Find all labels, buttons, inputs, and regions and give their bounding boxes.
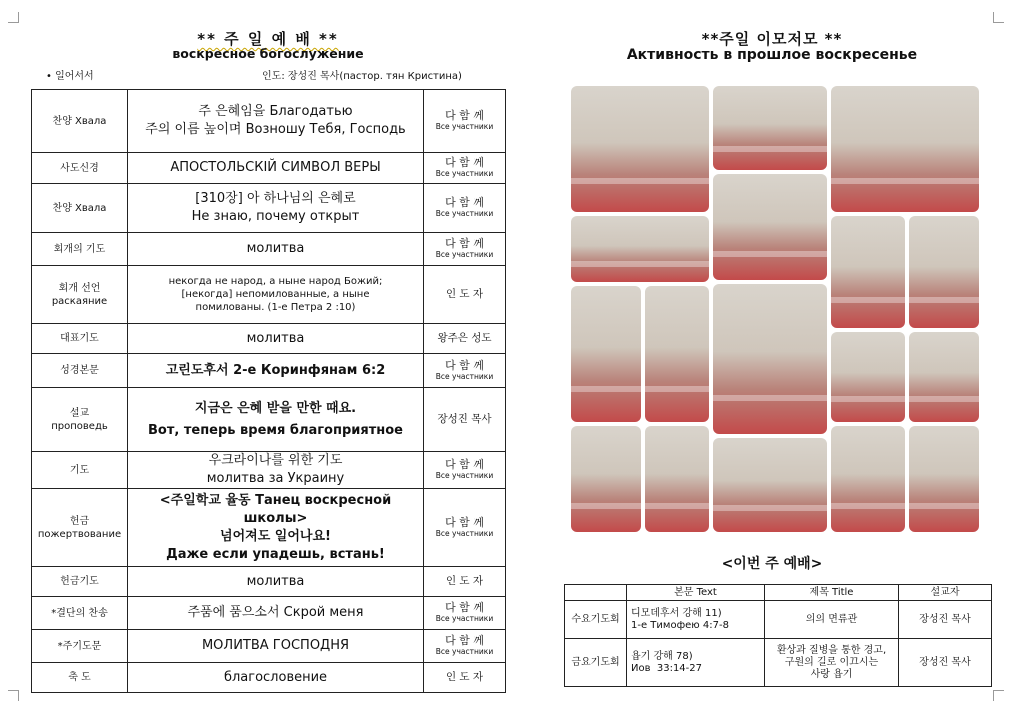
item-content-cell (128, 630, 424, 663)
photo (713, 284, 827, 434)
sermon-title: 의의 면류관 (765, 601, 899, 639)
table-row (32, 354, 506, 388)
participant-name: 인 도 자 (445, 671, 484, 683)
photo (831, 86, 979, 212)
item-content-line: Даже если упадешь, встань! (166, 546, 385, 562)
item-label-ru: раскаяние (51, 295, 108, 307)
participants-cell (424, 452, 506, 489)
scripture-ko: 디모데후서 강해 11) (631, 607, 722, 619)
item-content-line: [310장] 아 하나님의 은혜로 (195, 191, 356, 206)
item-label-cell (32, 630, 128, 663)
item-content-line: 지금은 은혜 받을 만한 때요. (194, 400, 357, 416)
participants-ko: 다 함 께 (445, 634, 484, 647)
table-row (32, 630, 506, 663)
item-label-ko: 헌금기도 (60, 576, 99, 587)
item-label-ko: 찬양 Хвала (52, 202, 107, 214)
item-content-line: помилованы. (1-е Петра 2 :10) (195, 302, 356, 313)
table-row (32, 597, 506, 630)
item-content-line: АПОСТОЛЬСКІЙ СИМВОЛ ВЕРЫ (170, 160, 381, 175)
photo (645, 426, 709, 532)
item-label-ko: 설교 (69, 407, 90, 419)
item-label-ko: 사도신경 (60, 162, 99, 174)
activity-title: **주일 이모저모 ** (701, 30, 843, 48)
item-content-cell (128, 354, 424, 388)
participants-cell (424, 354, 506, 388)
participant-name: 인 도 자 (445, 288, 484, 300)
item-label-ru: пожертвование (37, 528, 122, 540)
item-label-cell (32, 324, 128, 354)
participants-ru: Все участники (435, 528, 494, 538)
header-cell: 제목 Title (765, 585, 899, 601)
item-content-cell (128, 233, 424, 266)
participants-ko: 다 함 께 (445, 358, 484, 372)
table-row (32, 452, 506, 489)
item-content-cell (128, 324, 424, 354)
photo (571, 426, 641, 532)
item-content-cell (128, 597, 424, 630)
activity-subtitle: Активность в прошлое воскресенье (626, 47, 918, 63)
item-label-ko: 성경본문 (60, 365, 99, 376)
header-cell (565, 585, 627, 601)
photo (713, 86, 827, 170)
item-content-line: Вот, теперь время благоприятное (148, 422, 403, 438)
leader-line: 인도: 장성진 목사(пастор. тян Кристина) (262, 71, 462, 82)
item-label-cell (32, 153, 128, 184)
participants-ru: Все участники (435, 169, 494, 178)
scripture-ru: 1-е Тимофею 4:7-8 (631, 619, 729, 631)
item-label-ko: 대표기도 (60, 333, 99, 344)
item-label-cell (32, 663, 128, 693)
photo (713, 174, 827, 280)
table-row (565, 601, 992, 639)
this-week-table (564, 584, 992, 687)
item-content-line: 주 은혜임을 Благодатью (198, 104, 353, 119)
participants-cell (424, 489, 506, 567)
item-label-ko: 찬양 Хвала (52, 115, 107, 127)
item-content-cell (128, 184, 424, 233)
item-label-cell (32, 597, 128, 630)
preacher: 장성진 목사 (899, 601, 992, 639)
item-content-line: <주일학교 율동 Танец воскресной школы> (159, 492, 392, 526)
crop-mark-top-left (8, 12, 19, 23)
item-label-ru: проповедь (51, 420, 108, 432)
participants-ko: 다 함 께 (445, 109, 484, 122)
participants-cell (424, 630, 506, 663)
photo (831, 426, 905, 532)
table-row (32, 388, 506, 452)
scripture-cell (627, 639, 765, 687)
item-content-cell (128, 452, 424, 489)
header-cell: 설교자 (899, 585, 992, 601)
table-row (32, 489, 506, 567)
service-title: ** 주 일 예 배 ** (197, 30, 339, 48)
item-content-cell (128, 663, 424, 693)
stand-instruction: • 일어서서 (46, 71, 94, 82)
participants-cell (424, 567, 506, 597)
crop-mark-bottom-right (993, 690, 1004, 701)
item-content-line: молитва (246, 241, 305, 256)
photo (571, 86, 709, 212)
participant-name: 왕주은 성도 (437, 332, 492, 344)
service-name: 수요기도회 (565, 601, 627, 639)
photo (909, 216, 979, 328)
order-of-worship-table (31, 89, 506, 693)
header-cell: 본문 Text (627, 585, 765, 601)
item-content-line: 고린도후서 2-е Коринфянам 6:2 (165, 362, 386, 378)
participants-cell (424, 663, 506, 693)
item-content-line: 주의 이름 높이며 Возношу Тебя, Господь (145, 122, 406, 137)
item-content-cell (128, 388, 424, 452)
photo (831, 332, 905, 422)
participants-ru: Все участники (435, 209, 494, 218)
item-label-ko: 회개의 기도 (53, 243, 106, 255)
participants-ru: Все участники (435, 614, 494, 623)
item-label-cell (32, 184, 128, 233)
item-label-cell (32, 567, 128, 597)
item-label-cell (32, 388, 128, 452)
service-subtitle: воскресное богослужение (172, 46, 364, 61)
table-row (32, 233, 506, 266)
item-label-ko: 축 도 (68, 672, 91, 683)
item-label-ko: *결단의 찬송 (51, 607, 108, 619)
table-header-row (565, 585, 992, 601)
item-label-cell (32, 489, 128, 567)
item-label-ko: 회개 선언 (58, 282, 101, 294)
item-content-cell (128, 489, 424, 567)
participants-ko: 다 함 께 (445, 196, 484, 209)
participants-ru: Все участники (435, 250, 494, 259)
photo (909, 332, 979, 422)
item-content-line: МОЛИТВА ГОСПОДНЯ (201, 638, 350, 653)
table-row (32, 266, 506, 324)
participants-ko: 다 함 께 (445, 458, 484, 471)
participant-name: 인 도 자 (445, 575, 484, 587)
scripture-ru: Иов 33:14-27 (631, 662, 703, 674)
participants-cell (424, 90, 506, 153)
participant-name: 장성진 목사 (437, 413, 492, 425)
photo (571, 216, 709, 282)
table-row (32, 153, 506, 184)
participants-cell (424, 266, 506, 324)
item-label-ko: 헌금 (69, 515, 90, 527)
table-row (32, 567, 506, 597)
table-row (32, 663, 506, 693)
item-content-line: 주품에 품으소서 Скрой меня (187, 605, 364, 620)
item-label-cell (32, 452, 128, 489)
participants-ru: Все участники (435, 647, 494, 656)
sermon-title: 환상과 질병을 통한 경고, 구원의 길로 이끄시는 사랑 욥기 (765, 639, 899, 687)
participants-ru: Все участники (435, 471, 494, 480)
item-content-cell (128, 90, 424, 153)
item-content-line: 넘어져도 일어나요! (220, 528, 331, 544)
participants-ko: 다 함 께 (445, 156, 484, 169)
photo (909, 426, 979, 532)
photo (713, 438, 827, 532)
table-row (565, 639, 992, 687)
item-content-cell (128, 266, 424, 324)
participants-ko: 다 함 께 (445, 515, 484, 529)
participants-cell (424, 233, 506, 266)
table-row (32, 324, 506, 354)
preacher: 장성진 목사 (899, 639, 992, 687)
scripture-cell (627, 601, 765, 639)
service-name: 금요기도회 (565, 639, 627, 687)
item-content-line: некогда не народ, а ныне народ Божий; (168, 276, 383, 287)
item-content-cell (128, 153, 424, 184)
crop-mark-top-right (993, 12, 1004, 23)
table-row (32, 90, 506, 153)
item-content-line: благословение (223, 669, 328, 685)
table-row (32, 184, 506, 233)
participants-ko: 다 함 께 (445, 601, 484, 614)
participants-ru: Все участники (435, 122, 494, 131)
item-content-line: молитва (246, 573, 305, 589)
photo (831, 216, 905, 328)
scripture-ko: 욥기 강해 78) (631, 650, 693, 662)
item-content-line: Не знаю, почему открыт (191, 209, 360, 224)
item-label-ko: *주기도문 (57, 640, 102, 652)
photo-collage (571, 86, 979, 532)
participants-cell (424, 597, 506, 630)
photo (645, 286, 709, 422)
item-content-line: 우크라이나를 위한 기도 (208, 453, 343, 468)
item-label-ko: 기도 (69, 464, 90, 476)
participants-cell (424, 388, 506, 452)
participants-cell (424, 324, 506, 354)
participants-ru: Все участники (435, 371, 494, 381)
item-content-line: [некогда] непомилованные, а ныне (181, 289, 370, 300)
crop-mark-bottom-left (8, 690, 19, 701)
participants-cell (424, 184, 506, 233)
photo (571, 286, 641, 422)
this-week-title: <이번 주 예배> (721, 556, 823, 572)
participants-ko: 다 함 께 (445, 237, 484, 250)
item-label-cell (32, 90, 128, 153)
participants-cell (424, 153, 506, 184)
item-content-line: молитва (246, 330, 305, 346)
item-content-cell (128, 567, 424, 597)
item-content-line: молитва за Украину (206, 471, 345, 486)
item-label-cell (32, 354, 128, 388)
item-label-cell (32, 233, 128, 266)
item-label-cell (32, 266, 128, 324)
